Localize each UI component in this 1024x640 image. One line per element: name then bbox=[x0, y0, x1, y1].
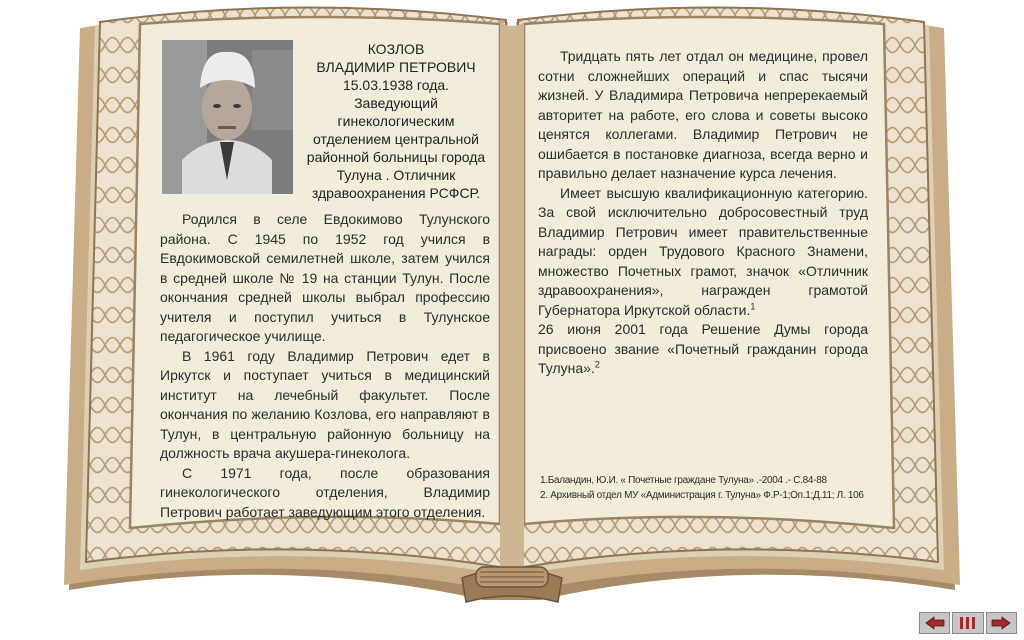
bio-paragraph: С 1971 года, после образования гинекологического отделения, Владимир Петрович работает заведующим этого отделения. bbox=[160, 464, 490, 520]
surname: КОЗЛОВ bbox=[367, 41, 425, 57]
career-paragraph: Тридцать пять лет отдал он медицине, провел сотни сложнейших операций и спас тысячи жизней. У Владимира Петровича непререкаемый авторитет на работе, его слова и советы высоко ценятся коллегами. Владимир Петрович не ошибается в постановке диагноза, всегда верно и правильно делает назначение курса лечения. bbox=[538, 48, 868, 181]
position-line: отделением центральной bbox=[313, 131, 479, 147]
bio-paragraph: Родился в селе Евдокимово Тулунского района. С 1945 по 1952 год учился в Евдокимовской семилетней школе, затем учился в средней школе № 19 на станции Тулун. После окончания средней школы выбрал профессию учителя и поступил учиться в Тулунское педагогическое училище. bbox=[160, 211, 490, 344]
back-button[interactable] bbox=[919, 612, 950, 634]
honor-text: 26 июня 2001 года Решение Думы города присвоено звание «Почетный гражданин города Тулуна». bbox=[538, 321, 868, 376]
biography-header bbox=[300, 40, 492, 202]
first-slide-icon bbox=[957, 616, 979, 630]
bio-paragraph: В 1961 году Владимир Петрович едет в Иркутск и поступает учиться в медицинский институт на лечебный факультет. После окончания по желанию Козлова, его направляют в Тулун, в центральную районную больницу на должность врача акушера-гинеколога. bbox=[160, 347, 490, 461]
footnote: 2. Архивный отдел МУ «Администрация г. Тулуна» Ф.Р-1;Оп.1;Д.11; Л. 106 bbox=[540, 490, 864, 501]
position-line: гинекологическим bbox=[337, 113, 455, 129]
next-button[interactable] bbox=[986, 612, 1017, 634]
birth-date: 15.03.1938 года. bbox=[342, 77, 450, 93]
position-line: Тулуна . Отличник bbox=[336, 167, 456, 183]
first-slide-button[interactable] bbox=[952, 612, 983, 634]
slide-navigation bbox=[919, 612, 1017, 634]
awards-paragraph bbox=[538, 184, 868, 321]
next-arrow-icon bbox=[990, 616, 1012, 630]
footnote-ref: 1 bbox=[750, 300, 756, 311]
footnote: 1.Баландин, Ю.И. « Почетные граждане Тулуна» .-2004 .- С.84-88 bbox=[540, 475, 827, 486]
full-name: ВЛАДИМИР ПЕТРОВИЧ bbox=[316, 59, 476, 75]
position-line: здравоохранения РСФСР. bbox=[311, 185, 481, 201]
right-page-text bbox=[538, 47, 868, 379]
back-arrow-icon bbox=[924, 616, 946, 630]
portrait-photo bbox=[162, 40, 293, 194]
footnotes bbox=[540, 473, 880, 503]
awards-text: Имеет высшую квалификационную категорию. За свой исключительно добросовестный труд Владимир Петрович имеет правительственные награды: орден Трудового Красного Знамени, множество Почетных грамот, значок «Отличник здравоохранения», награжден грамотой Губернатора Иркутской области. bbox=[538, 184, 868, 318]
position-line: районной больницы города bbox=[306, 149, 486, 165]
position-line: Заведующий bbox=[354, 95, 438, 111]
honor-paragraph bbox=[538, 320, 868, 379]
footnote-ref: 2 bbox=[594, 359, 600, 370]
left-page-text bbox=[160, 210, 490, 522]
